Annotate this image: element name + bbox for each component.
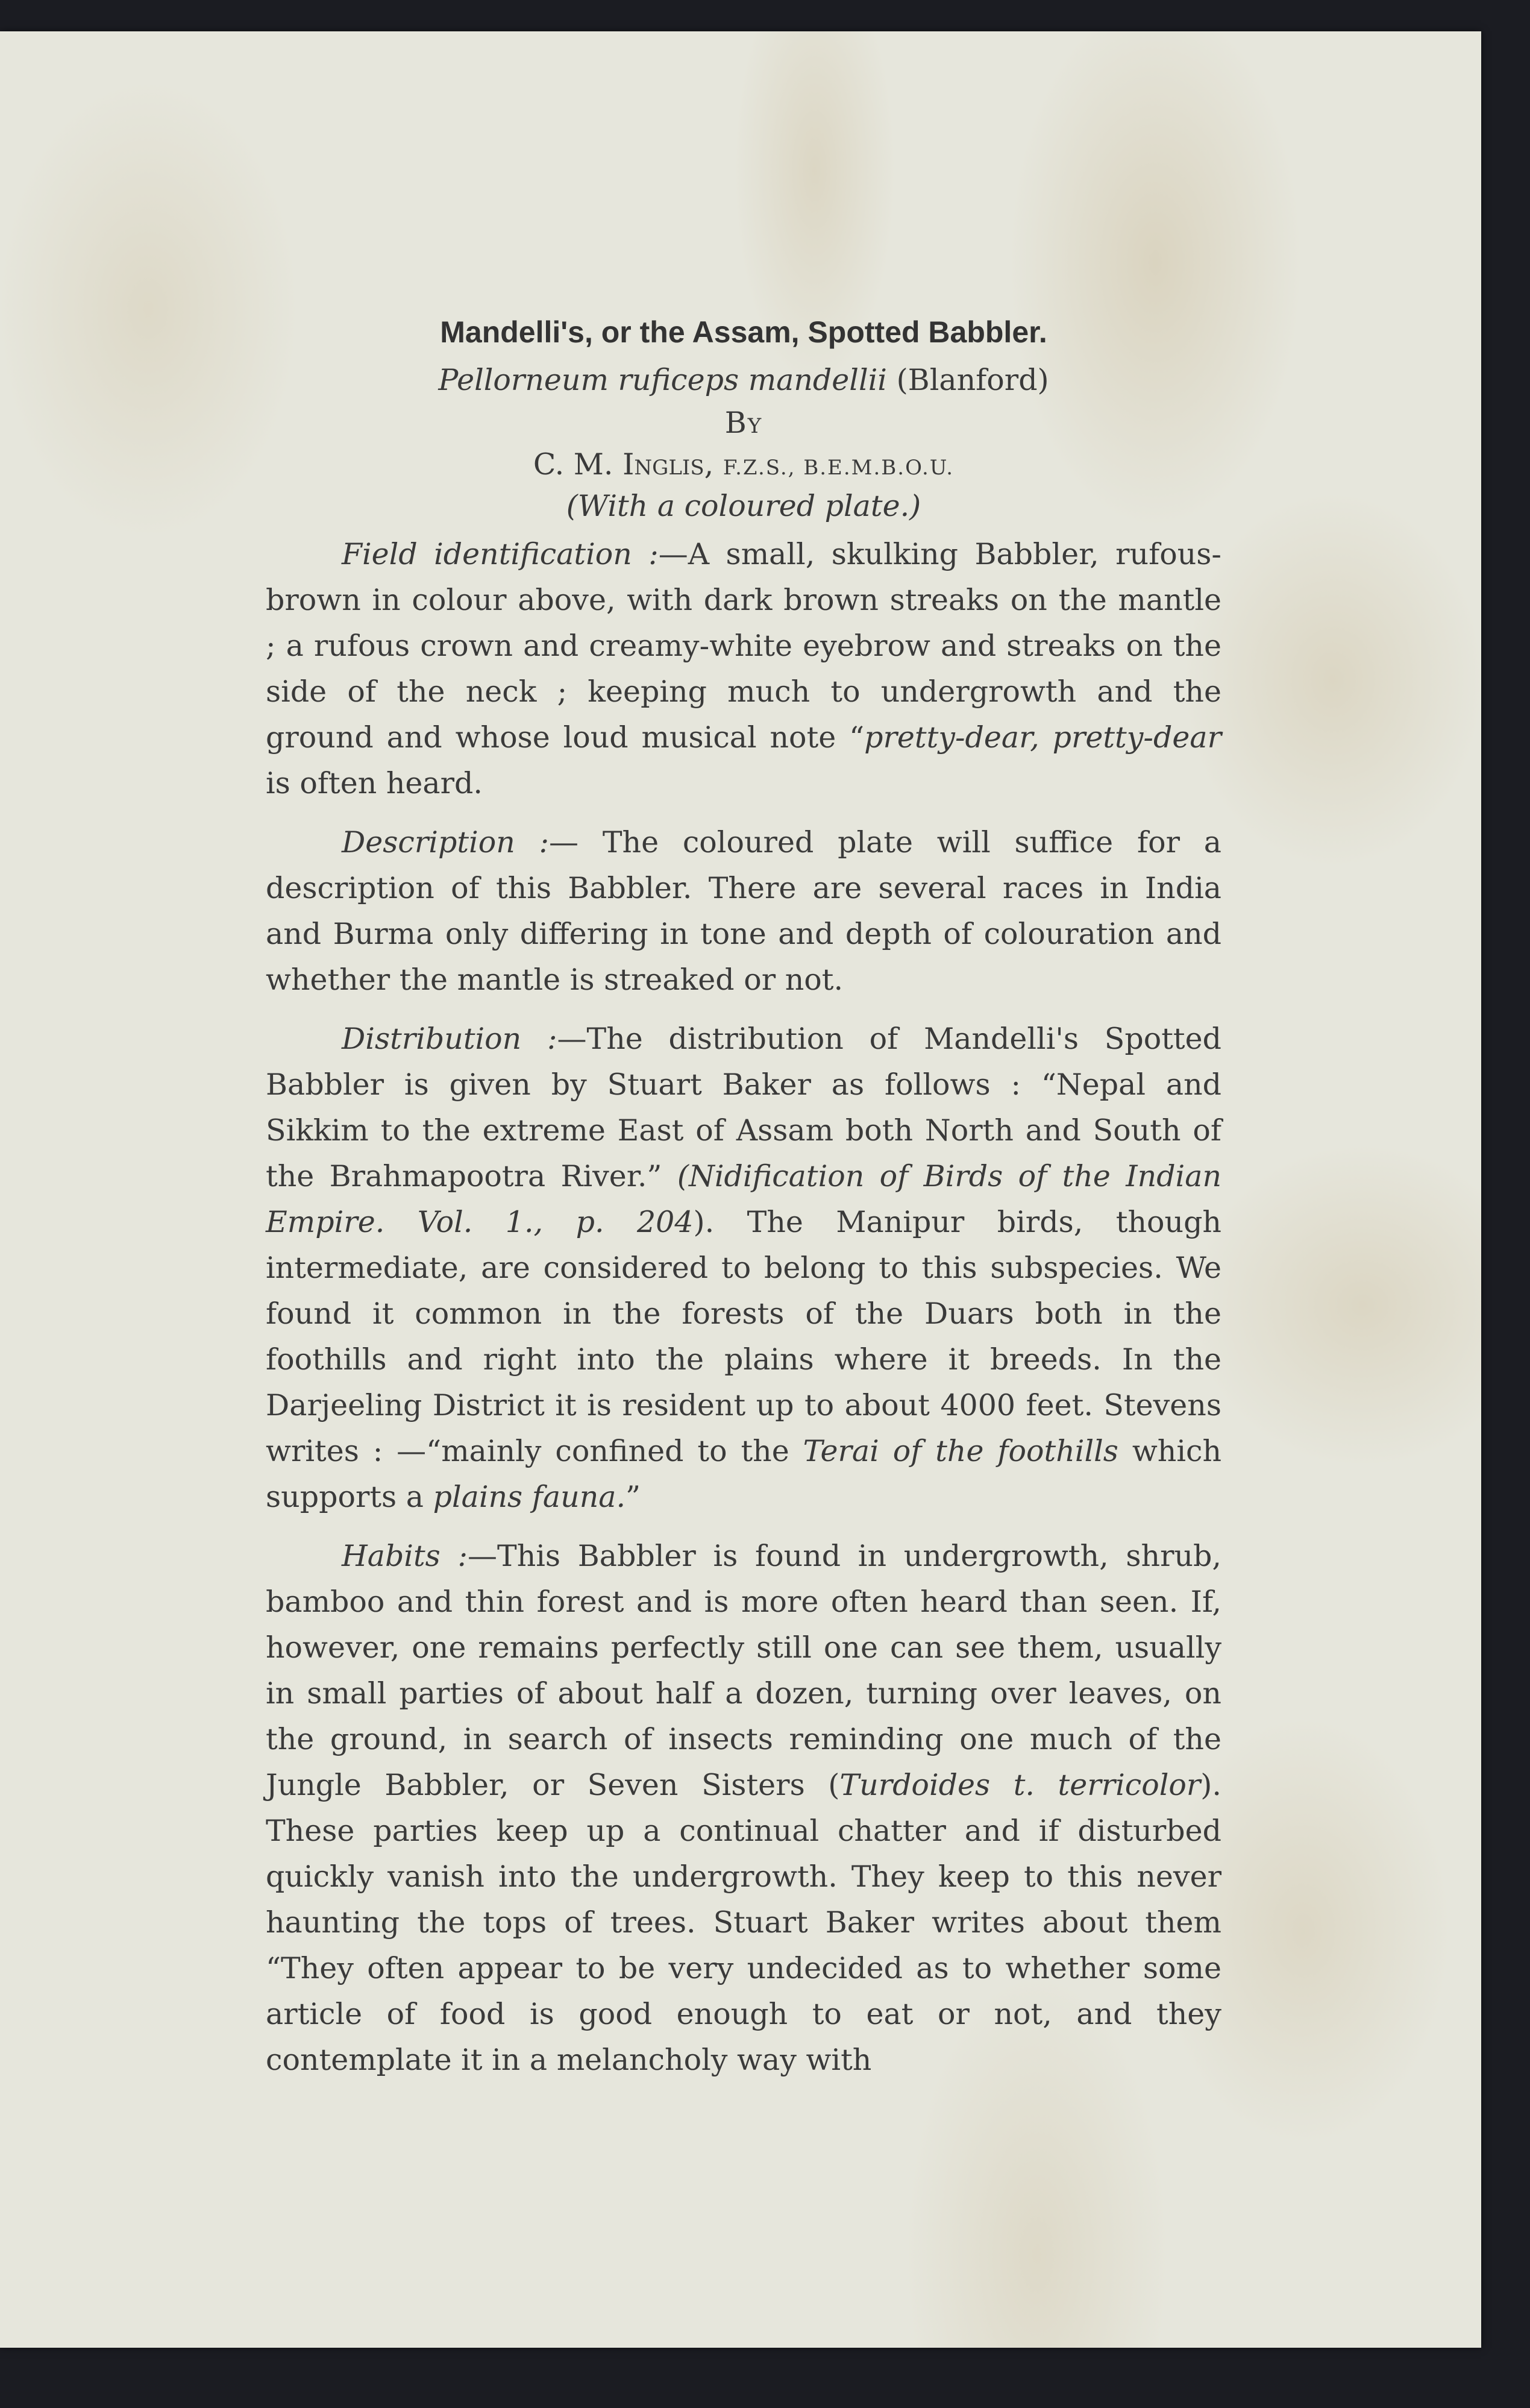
author-line xyxy=(266,447,1221,482)
document-page xyxy=(0,31,1481,2348)
article-body xyxy=(266,315,1221,2096)
distribution-heading: Distribution : xyxy=(342,1022,557,1056)
by-label: By xyxy=(724,406,763,440)
habits-heading: Habits : xyxy=(342,1539,468,1573)
description-paragraph: Description :— The coloured plate will suffice for a description of this Babbler. There are several races in India and Burma only differing in tone and depth of colouration and whether the mantle is streaked or not. xyxy=(266,825,1221,997)
field-identification-paragraph: Field identification :—A small, skulking Babbler, rufous-brown in colour above, with dark brown streaks on the mantle ; a rufous crown and creamy-white eyebrow and streaks on the side of the neck ; keeping much to undergrowth and the ground and whose loud musical note “pretty-dear, pretty-dear is often heard. xyxy=(266,537,1221,800)
author-qualifications: F.Z.S., B.E.M.B.O.U. xyxy=(723,456,955,480)
author-name: C. M. Inglis, xyxy=(533,447,714,482)
species-authority: (Blanford) xyxy=(896,363,1049,397)
scientific-name-line xyxy=(266,363,1221,397)
scientific-name: Pellorneum ruficeps mandellii xyxy=(438,363,887,397)
description-heading: Description : xyxy=(342,825,550,860)
habits-paragraph: Habits :—This Babbler is found in undergrowth, shrub, bamboo and thin forest and is more often heard than seen. If, however, one remains perfectly still one can see them, usually in small parties of about half a dozen, turning over leaves, on the ground, in search of insects reminding one much of the Jungle Babbler, or Seven Sisters (Turdoides t. terricolor). These parties keep up a continual chatter and if disturbed quickly vanish into the undergrowth. They keep to this never haunting the tops of trees. Stuart Baker writes about them “They often appear to be very undecided as to whether some article of food is good enough to eat or not, and they contemplate it in a melancholy way with xyxy=(266,1539,1221,2077)
article-title: Mandelli's, or the Assam, Spotted Babbler. xyxy=(440,315,1047,349)
field-identification-heading: Field identification : xyxy=(342,537,659,571)
plate-note: (With a coloured plate.) xyxy=(566,489,921,523)
distribution-paragraph: Distribution :—The distribution of Mandelli's Spotted Babbler is given by Stuart Baker as follows : “Nepal and Sikkim to the extreme East of Assam both North and South of the Brahmapootra River.” (Nidification of Birds of the Indian Empire. Vol. 1., p. 204). The Manipur birds, though intermediate, are considered to belong to this subspecies. We found it common in the forests of the Duars both in the foothills and right into the plains where it breeds. In the Darjeeling District it is resident up to about 4000 feet. Stevens writes : —“mainly confined to the Terai of the foothills which supports a plains fauna.” xyxy=(266,1022,1222,1514)
citation: (Nidification of Birds of the Indian Empire. Vol. 1., p. 204 xyxy=(266,1159,1221,1239)
